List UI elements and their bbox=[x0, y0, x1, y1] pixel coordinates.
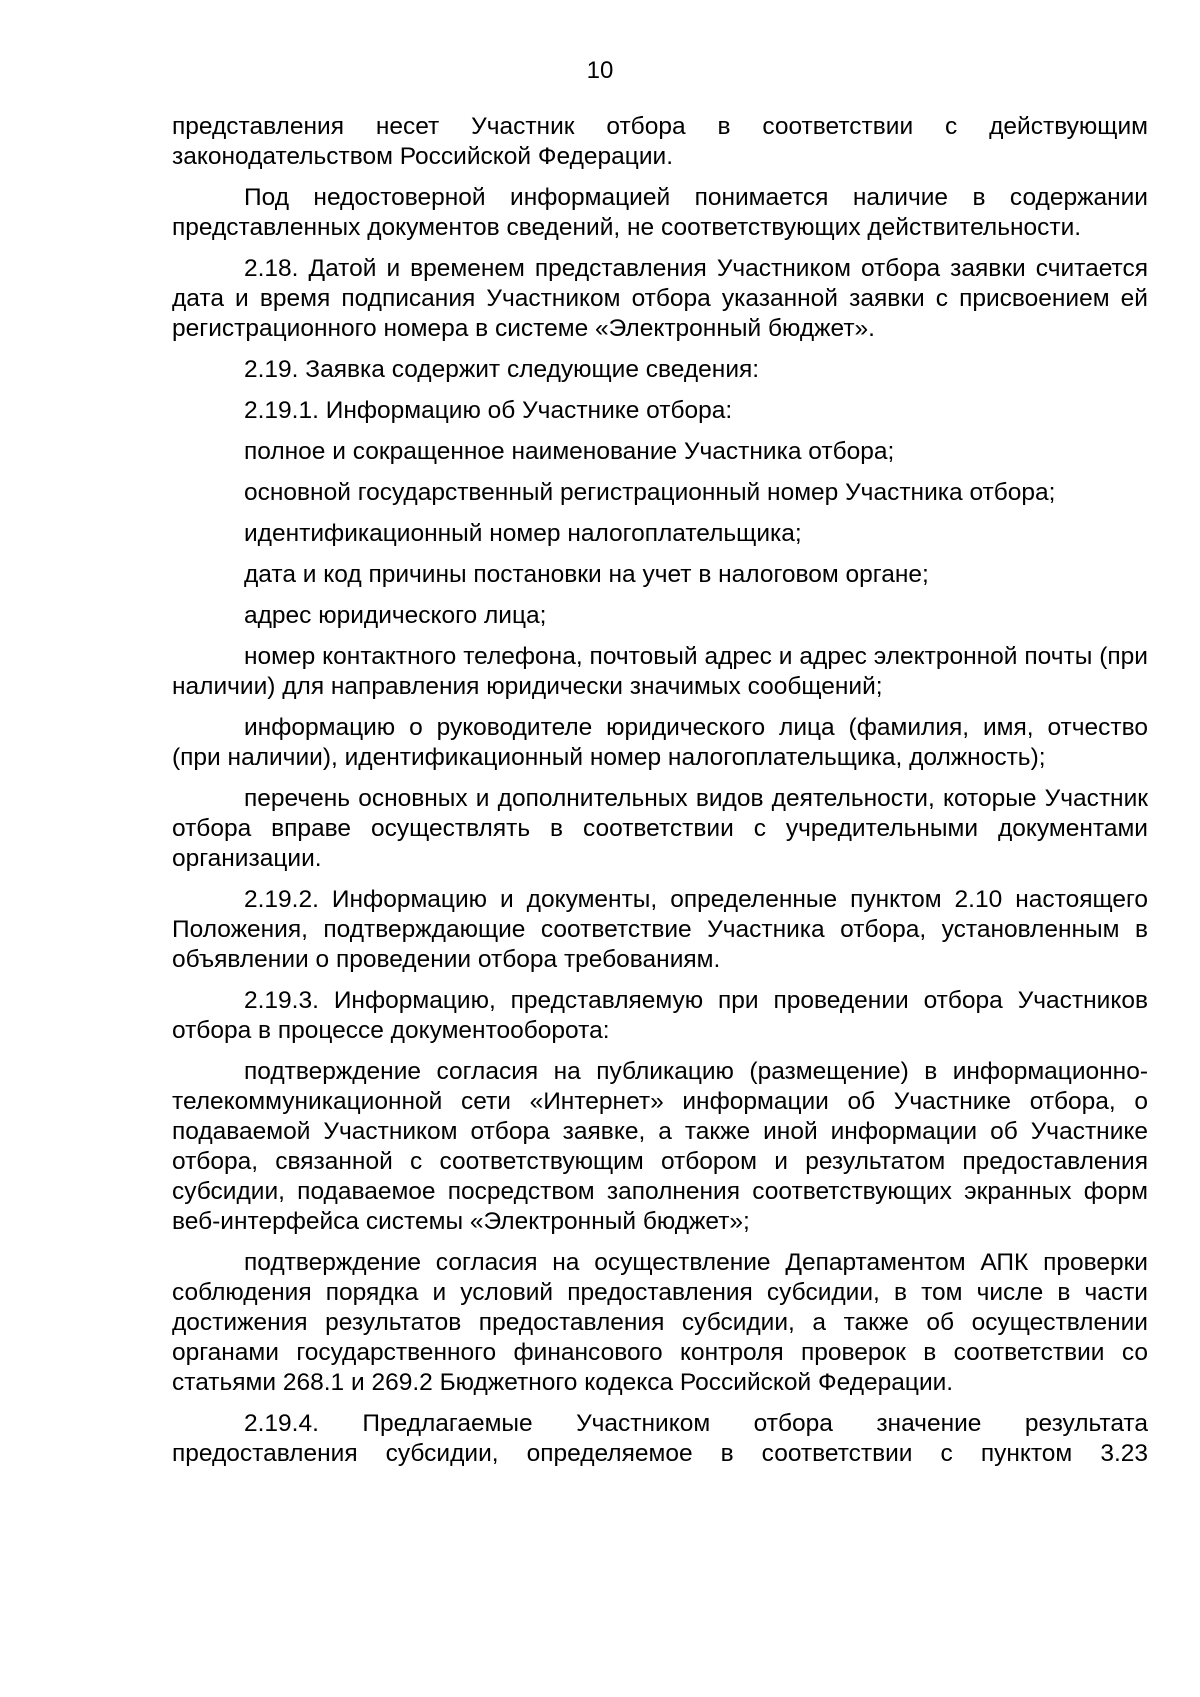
document-body bbox=[172, 112, 1148, 1480]
list-item-director: информацию о руководителе юридического лица (фамилия, имя, отчество (при наличии), идентификационный номер налогоплательщика, должность); bbox=[172, 714, 1148, 771]
list-item-full-name: полное и сокращенное наименование Участника отбора; bbox=[244, 438, 895, 465]
paragraph-2-19-2: 2.19.2. Информацию и документы, определенные пунктом 2.10 настоящего Положения, подтверждающие соответствие Участника отбора, установленным в объявлении о проведении отбора требованиям. bbox=[172, 886, 1148, 973]
paragraph-2-19-1: 2.19.1. Информацию об Участнике отбора: bbox=[244, 397, 733, 424]
list-item-inn: идентификационный номер налогоплательщика; bbox=[244, 520, 802, 547]
list-item-kpp: дата и код причины постановки на учет в налоговом органе; bbox=[244, 561, 929, 588]
list-item-ogrn: основной государственный регистрационный номер Участника отбора; bbox=[244, 479, 1056, 506]
paragraph-2-19-4: 2.19.4. Предлагаемые Участником отбора значение результата предоставления субсидии, определяемое в соответствии с пунктом 3.23 bbox=[172, 1410, 1148, 1467]
list-item-publication-consent: подтверждение согласия на публикацию (размещение) в информационно-телекоммуникационной сети «Интернет» информации об Участнике отбора, о подаваемой Участником отбора заявке, а также иной информации об Участнике отбора, связанной с соответствующим отбором и результатом предоставления субсидии, подаваемое посредством заполнения соответствующих экранных форм веб-интерфейса системы «Электронный бюджет»; bbox=[172, 1058, 1148, 1235]
paragraph-2-18: 2.18. Датой и временем представления Участником отбора заявки считается дата и время подписания Участником отбора указанной заявки с присвоением ей регистрационного номера в системе «Электронный бюджет». bbox=[172, 255, 1148, 342]
list-item-activities: перечень основных и дополнительных видов деятельности, которые Участник отбора вправе осуществлять в соответствии с учредительными документами организации. bbox=[172, 785, 1148, 872]
list-item-contacts: номер контактного телефона, почтовый адрес и адрес электронной почты (при наличии) для направления юридически значимых сообщений; bbox=[172, 643, 1148, 700]
list-item-address: адрес юридического лица; bbox=[244, 602, 547, 629]
paragraph-false-info-definition: Под недостоверной информацией понимается наличие в содержании представленных документов сведений, не соответствующих действительности. bbox=[172, 184, 1148, 241]
paragraph-2-19: 2.19. Заявка содержит следующие сведения: bbox=[244, 356, 760, 383]
page-number: 10 bbox=[586, 57, 614, 84]
paragraph-continuation: представления несет Участник отбора в соответствии с действующим законодательством Российской Федерации. bbox=[172, 113, 1148, 170]
list-item-audit-consent: подтверждение согласия на осуществление Департаментом АПК проверки соблюдения порядка и условий предоставления субсидии, в том числе в части достижения результатов предоставления субсидии, а также об осуществлении органами государственного финансового контроля проверок в соответствии со статьями 268.1 и 269.2 Бюджетного кодекса Российской Федерации. bbox=[172, 1249, 1148, 1396]
paragraph-2-19-3: 2.19.3. Информацию, представляемую при проведении отбора Участников отбора в процессе документооборота: bbox=[172, 987, 1148, 1044]
